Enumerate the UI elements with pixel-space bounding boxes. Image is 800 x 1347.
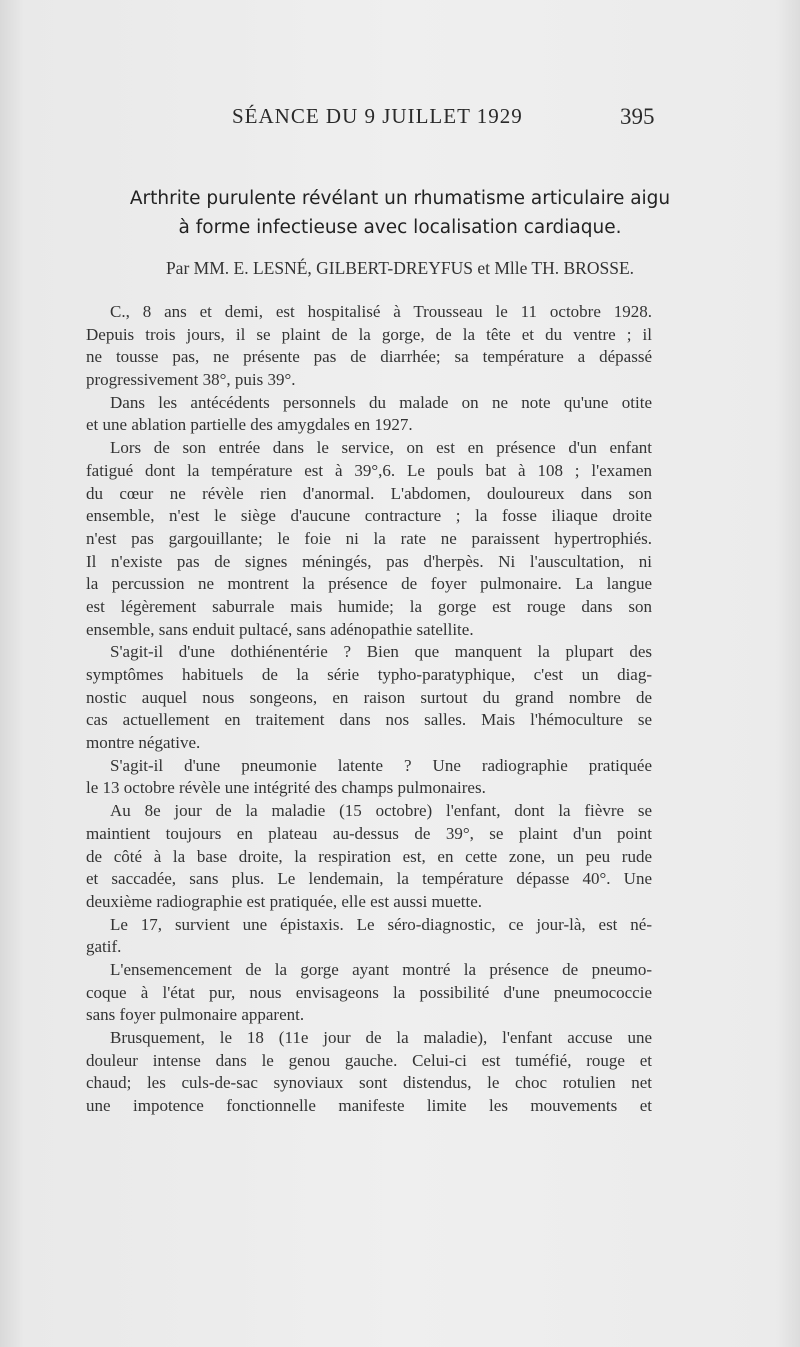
article-body (86, 301, 652, 1118)
text-line: S'agit-il d'une dothiénentérie ? Bien que manquent la plupart des (110, 642, 652, 662)
text-line: de côté à la base droite, la respiration est, en cette zone, un peu rude (86, 846, 652, 866)
text-line: sans foyer pulmonaire apparent. (86, 1005, 305, 1025)
text-line: Brusquement, le 18 (11e jour de la maladie), l'enfant accuse une (110, 1028, 652, 1047)
text-line: Lors de son entrée dans le service, on est en présence d'un enfant (110, 438, 652, 458)
text-line: Dans les antécédents personnels du malade on ne note qu'une otite (110, 392, 652, 412)
text-line: C., 8 ans et demi, est hospitalisé à Trousseau le 11 octobre 1928. (110, 302, 652, 321)
text-line: Depuis trois jours, il se plaint de la gorge, de la tête et du ventre ; il (86, 324, 652, 344)
text-line: S'agit-il d'une pneumonie latente ? Une radiographie pratiquée (110, 755, 652, 775)
text-line: maintient toujours en plateau au-dessus de 39°, se plaint d'un point (86, 823, 652, 843)
title-line: à forme infectieuse avec localisation cardiaque. (178, 217, 622, 238)
text-line: une impotence fonctionnelle manifeste limite les mouvements et (86, 1096, 652, 1116)
authors-line: Par MM. E. LESNÉ, GILBERT-DREYFUS et Mlle TH. BROSSE. (165, 258, 635, 278)
running-title: SÉANCE DU 9 JUILLET 1929 (232, 104, 523, 128)
page-number: 395 (620, 104, 655, 129)
text-line: ensemble, n'est le siège d'aucune contracture ; la fosse iliaque droite (86, 506, 652, 526)
running-head (0, 104, 800, 134)
text-line: symptômes habituels de la série typho-paratyphique, c'est un diag- (86, 665, 652, 684)
text-line: Il n'existe pas de signes méningés, pas d'herpès. Ni l'auscultation, ni (86, 551, 652, 571)
text-line: ensemble, sans enduit pultacé, sans adénopathie satellite. (86, 619, 474, 639)
text-line: Au 8e jour de la maladie (15 octobre) l'enfant, dont la fièvre se (110, 801, 652, 821)
text-line: le 13 octobre révèle une intégrité des champs pulmonaires. (86, 778, 486, 798)
text-line: n'est pas gargouillante; le foie ni la rate ne paraissent hypertrophiés. (86, 528, 652, 548)
text-line: est légèrement saburrale mais humide; la gorge est rouge dans son (86, 596, 652, 616)
text-line: deuxième radiographie est pratiquée, elle est aussi muette. (86, 891, 483, 911)
text-line: gatif. (86, 937, 122, 957)
text-line: nostic auquel nous songeons, en raison surtout du grand nombre de (86, 687, 652, 707)
text-line: douleur intense dans le genou gauche. Celui-ci est tuméfié, rouge et (86, 1050, 652, 1070)
text-line: ne tousse pas, ne présente pas de diarrhée; sa température a dépassé (86, 347, 652, 367)
article-title (60, 184, 740, 242)
text-line: montre négative. (86, 733, 201, 753)
text-line: Le 17, survient une épistaxis. Le séro-diagnostic, ce jour-là, est né- (110, 914, 652, 934)
text-line: cas actuellement en traitement dans nos salles. Mais l'hémoculture se (86, 710, 652, 730)
title-line: Arthrite purulente révélant un rhumatisme articulaire aigu (129, 188, 671, 209)
text-line: chaud; les culs-de-sac synoviaux sont distendus, le choc rotulien net (86, 1073, 652, 1093)
text-line: et saccadée, sans plus. Le lendemain, la température dépasse 40°. Une (86, 869, 652, 889)
text-line: et une ablation partielle des amygdales en 1927. (86, 415, 413, 435)
text-line: progressivement 38°, puis 39°. (86, 370, 296, 390)
text-line: du cœur ne révèle rien d'anormal. L'abdomen, douloureux dans son (86, 483, 652, 503)
text-line: la percussion ne montrent la présence de foyer pulmonaire. La langue (86, 574, 652, 594)
text-line: coque à l'état pur, nous envisageons la possibilité d'une pneumococcie (86, 982, 652, 1002)
text-line: L'ensemencement de la gorge ayant montré la présence de pneumo- (110, 959, 652, 979)
text-line: fatigué dont la température est à 39°,6. Le pouls bat à 108 ; l'examen (86, 460, 652, 480)
